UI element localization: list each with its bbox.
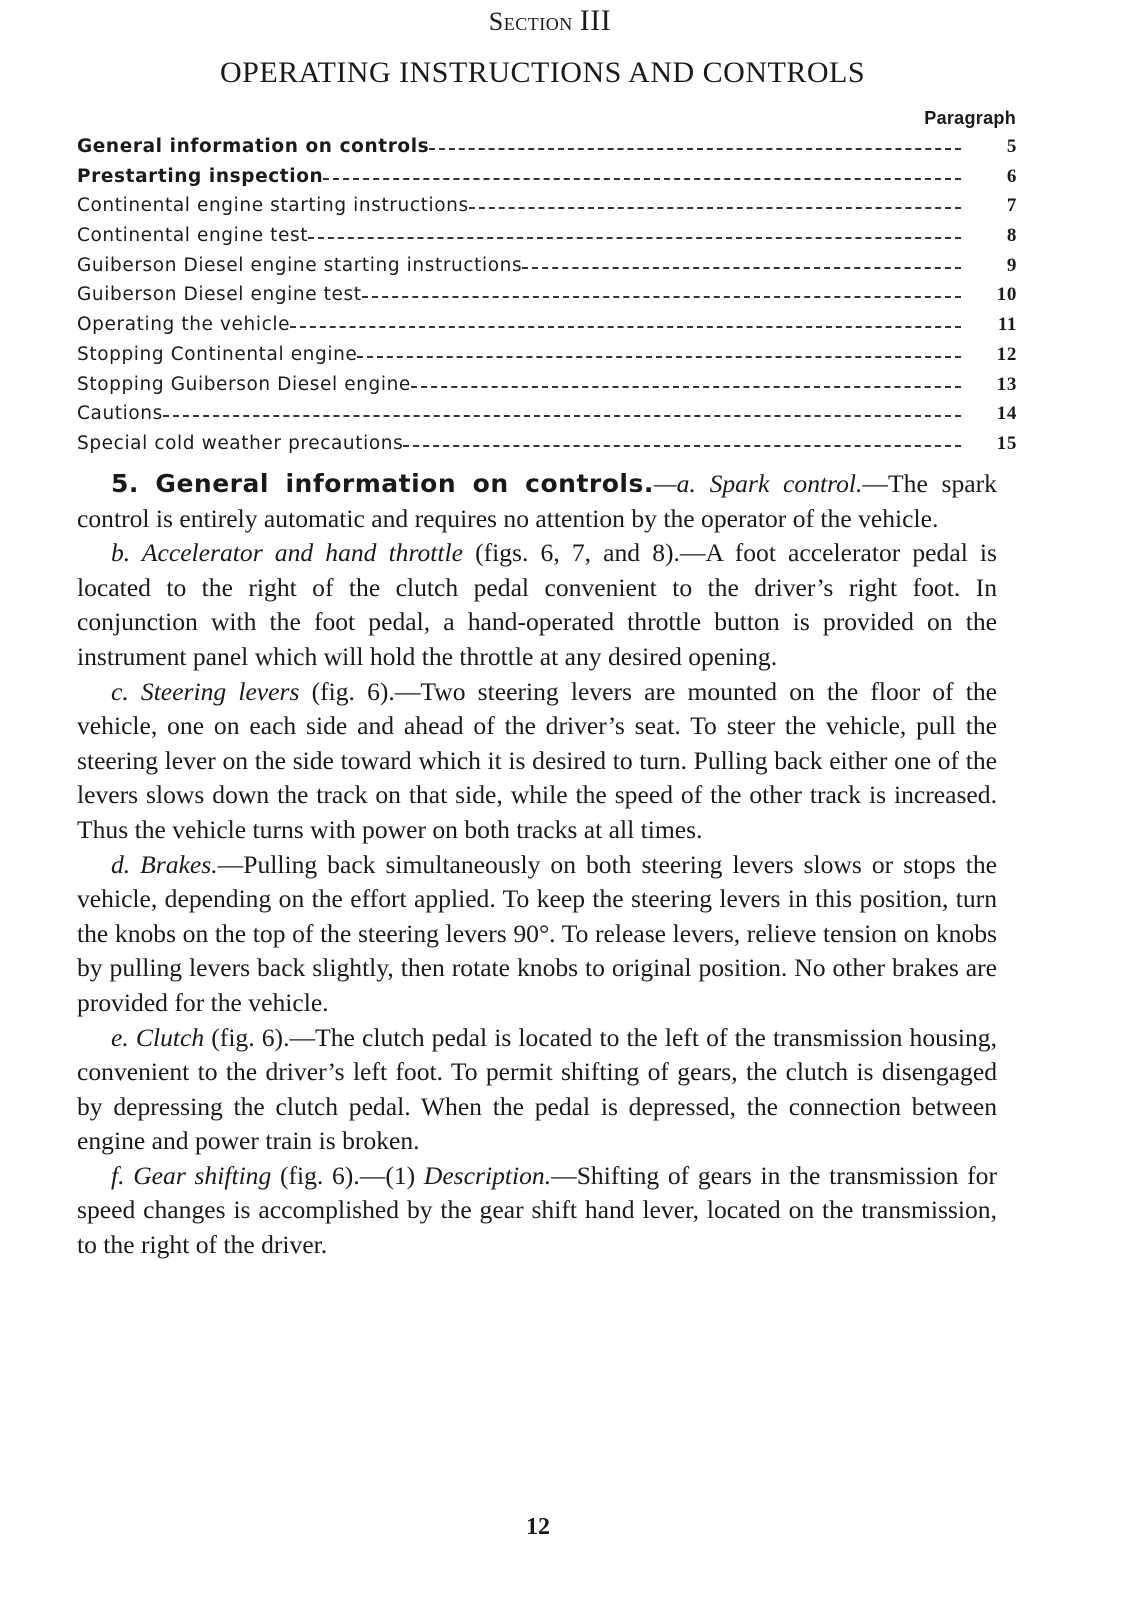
paragraph-heading: 5. General information on controls. [111,469,654,498]
toc-row [77,433,1017,463]
chapter-title: OPERATING INSTRUCTIONS AND CONTROLS [219,56,866,89]
toc-row [77,255,1017,285]
subparagraph-text: (fig. 6).—The clutch pedal is located to the left of the transmission housing, convenient to the driver’s left foot. To permit shifting of gears, the clutch is disengaged by depressing the clutch pedal. When the pedal is depressed, the connection between engine and power train is broken. [77,1022,997,1156]
toc-label: Special cold weather precautions [77,432,404,454]
toc-label: Continental engine test [77,225,309,247]
toc-row [77,374,1017,404]
toc-label: Continental engine starting instructions [77,195,469,217]
body-text [77,467,997,1263]
toc-row [77,166,1017,196]
toc-paragraph-number: 14 [996,403,1017,425]
toc-label: Stopping Guiberson Diesel engine [77,373,411,395]
subparagraph-separator: — [653,469,677,498]
subparagraph-label: c. Steering levers [111,676,300,706]
toc-label: Stopping Continental engine [77,343,358,365]
toc-row [77,344,1017,374]
subparagraph-text: —The spark control is entirely automatic and requires no attention by the operator of the vehicle. [77,469,997,533]
paragraph-5e [77,1021,997,1159]
toc-row [77,195,1017,225]
subparagraph-sublabel: Description. [423,1160,552,1190]
section-heading [0,4,1100,38]
toc-row [77,314,1017,344]
toc-leader-dots [522,267,961,269]
subparagraph-text: —Pulling back simultaneously on both steering levers slows or stops the vehicle, depending on the effort applied. To keep the steering levers in this position, turn the knobs on the top of the steering levers 90°. To release levers, relieve tension on knobs by pulling levers back slightly, then rotate knobs to original position. No other brakes are provided for the vehicle. [77,849,997,1017]
subparagraph-label: e. Clutch [111,1022,205,1052]
toc-leader-dots [429,148,961,150]
toc-leader-dots [308,237,961,239]
toc-leader-dots [323,178,961,180]
subparagraph-text: —Shifting of gears in the transmission for speed changes is accomplished by the gear shift hand lever, located on the transmission, to the right of the driver. [77,1160,998,1260]
paragraph-5f [77,1159,997,1263]
toc-leader-dots [403,445,961,447]
page-number: 12 [526,1514,550,1540]
table-of-contents [77,136,1017,463]
subparagraph-text: (fig. 6).—Two steering levers are mounted on the floor of the vehicle, one on each side and ahead of the driver’s seat. To steer the vehicle, pull the steering lever on the side toward which it is desired to turn. Pulling back either one of the levers slows down the track on that side, while the speed of the other track is increased. Thus the vehicle turns with power on both tracks at all times. [77,676,997,844]
subparagraph-text: (figs. 6, 7, and 8).—A foot accelerator pedal is located to the right of the clutch pedal convenient to the driver’s right foot. In conjunction with the foot pedal, a hand-operated throttle button is provided on the instrument panel which will hold the throttle at any desired opening. [77,538,997,671]
section-numeral: III [579,4,612,37]
subparagraph-label: a. Spark control. [676,469,863,498]
toc-label: Guiberson Diesel engine starting instructions [77,254,523,276]
toc-row [77,136,1017,166]
paragraph-5a [77,467,997,536]
toc-paragraph-number: 5 [1006,136,1017,157]
toc-row [77,403,1017,433]
toc-leader-dots [163,415,961,417]
toc-paragraph-number: 12 [996,343,1017,365]
toc-paragraph-number: 6 [1006,165,1017,187]
toc-label: General information on controls [77,136,430,157]
subparagraph-label: d. Brakes. [111,849,218,879]
toc-paragraph-number: 15 [996,432,1017,454]
toc-leader-dots [469,207,961,209]
toc-leader-dots [290,326,961,328]
toc-leader-dots [411,386,961,388]
toc-paragraph-number: 8 [1006,225,1017,247]
toc-label: Guiberson Diesel engine test [77,284,362,306]
toc-paragraph-number: 10 [996,284,1017,306]
subparagraph-label: f. Gear shifting [111,1160,272,1190]
toc-paragraph-number: 9 [1006,254,1017,276]
section-word: Section [488,7,573,36]
subparagraph-label: b. Accelerator and hand throttle [111,538,463,568]
toc-row [77,284,1017,314]
paragraph-5b [77,536,997,674]
toc-paragraph-number: 13 [996,373,1017,395]
paragraph-5d [77,848,997,1021]
toc-row [77,225,1017,255]
paragraph-column-label: Paragraph [924,108,1016,128]
toc-label: Cautions [77,403,163,425]
toc-leader-dots [357,356,961,358]
paragraph-5c [77,675,997,848]
toc-paragraph-number: 7 [1006,195,1017,217]
toc-paragraph-number: 11 [997,314,1017,336]
toc-label: Prestarting inspection [77,165,324,187]
subparagraph-text: (fig. 6).—(1) [271,1160,424,1190]
toc-label: Operating the vehicle [77,314,291,336]
toc-leader-dots [362,296,961,298]
